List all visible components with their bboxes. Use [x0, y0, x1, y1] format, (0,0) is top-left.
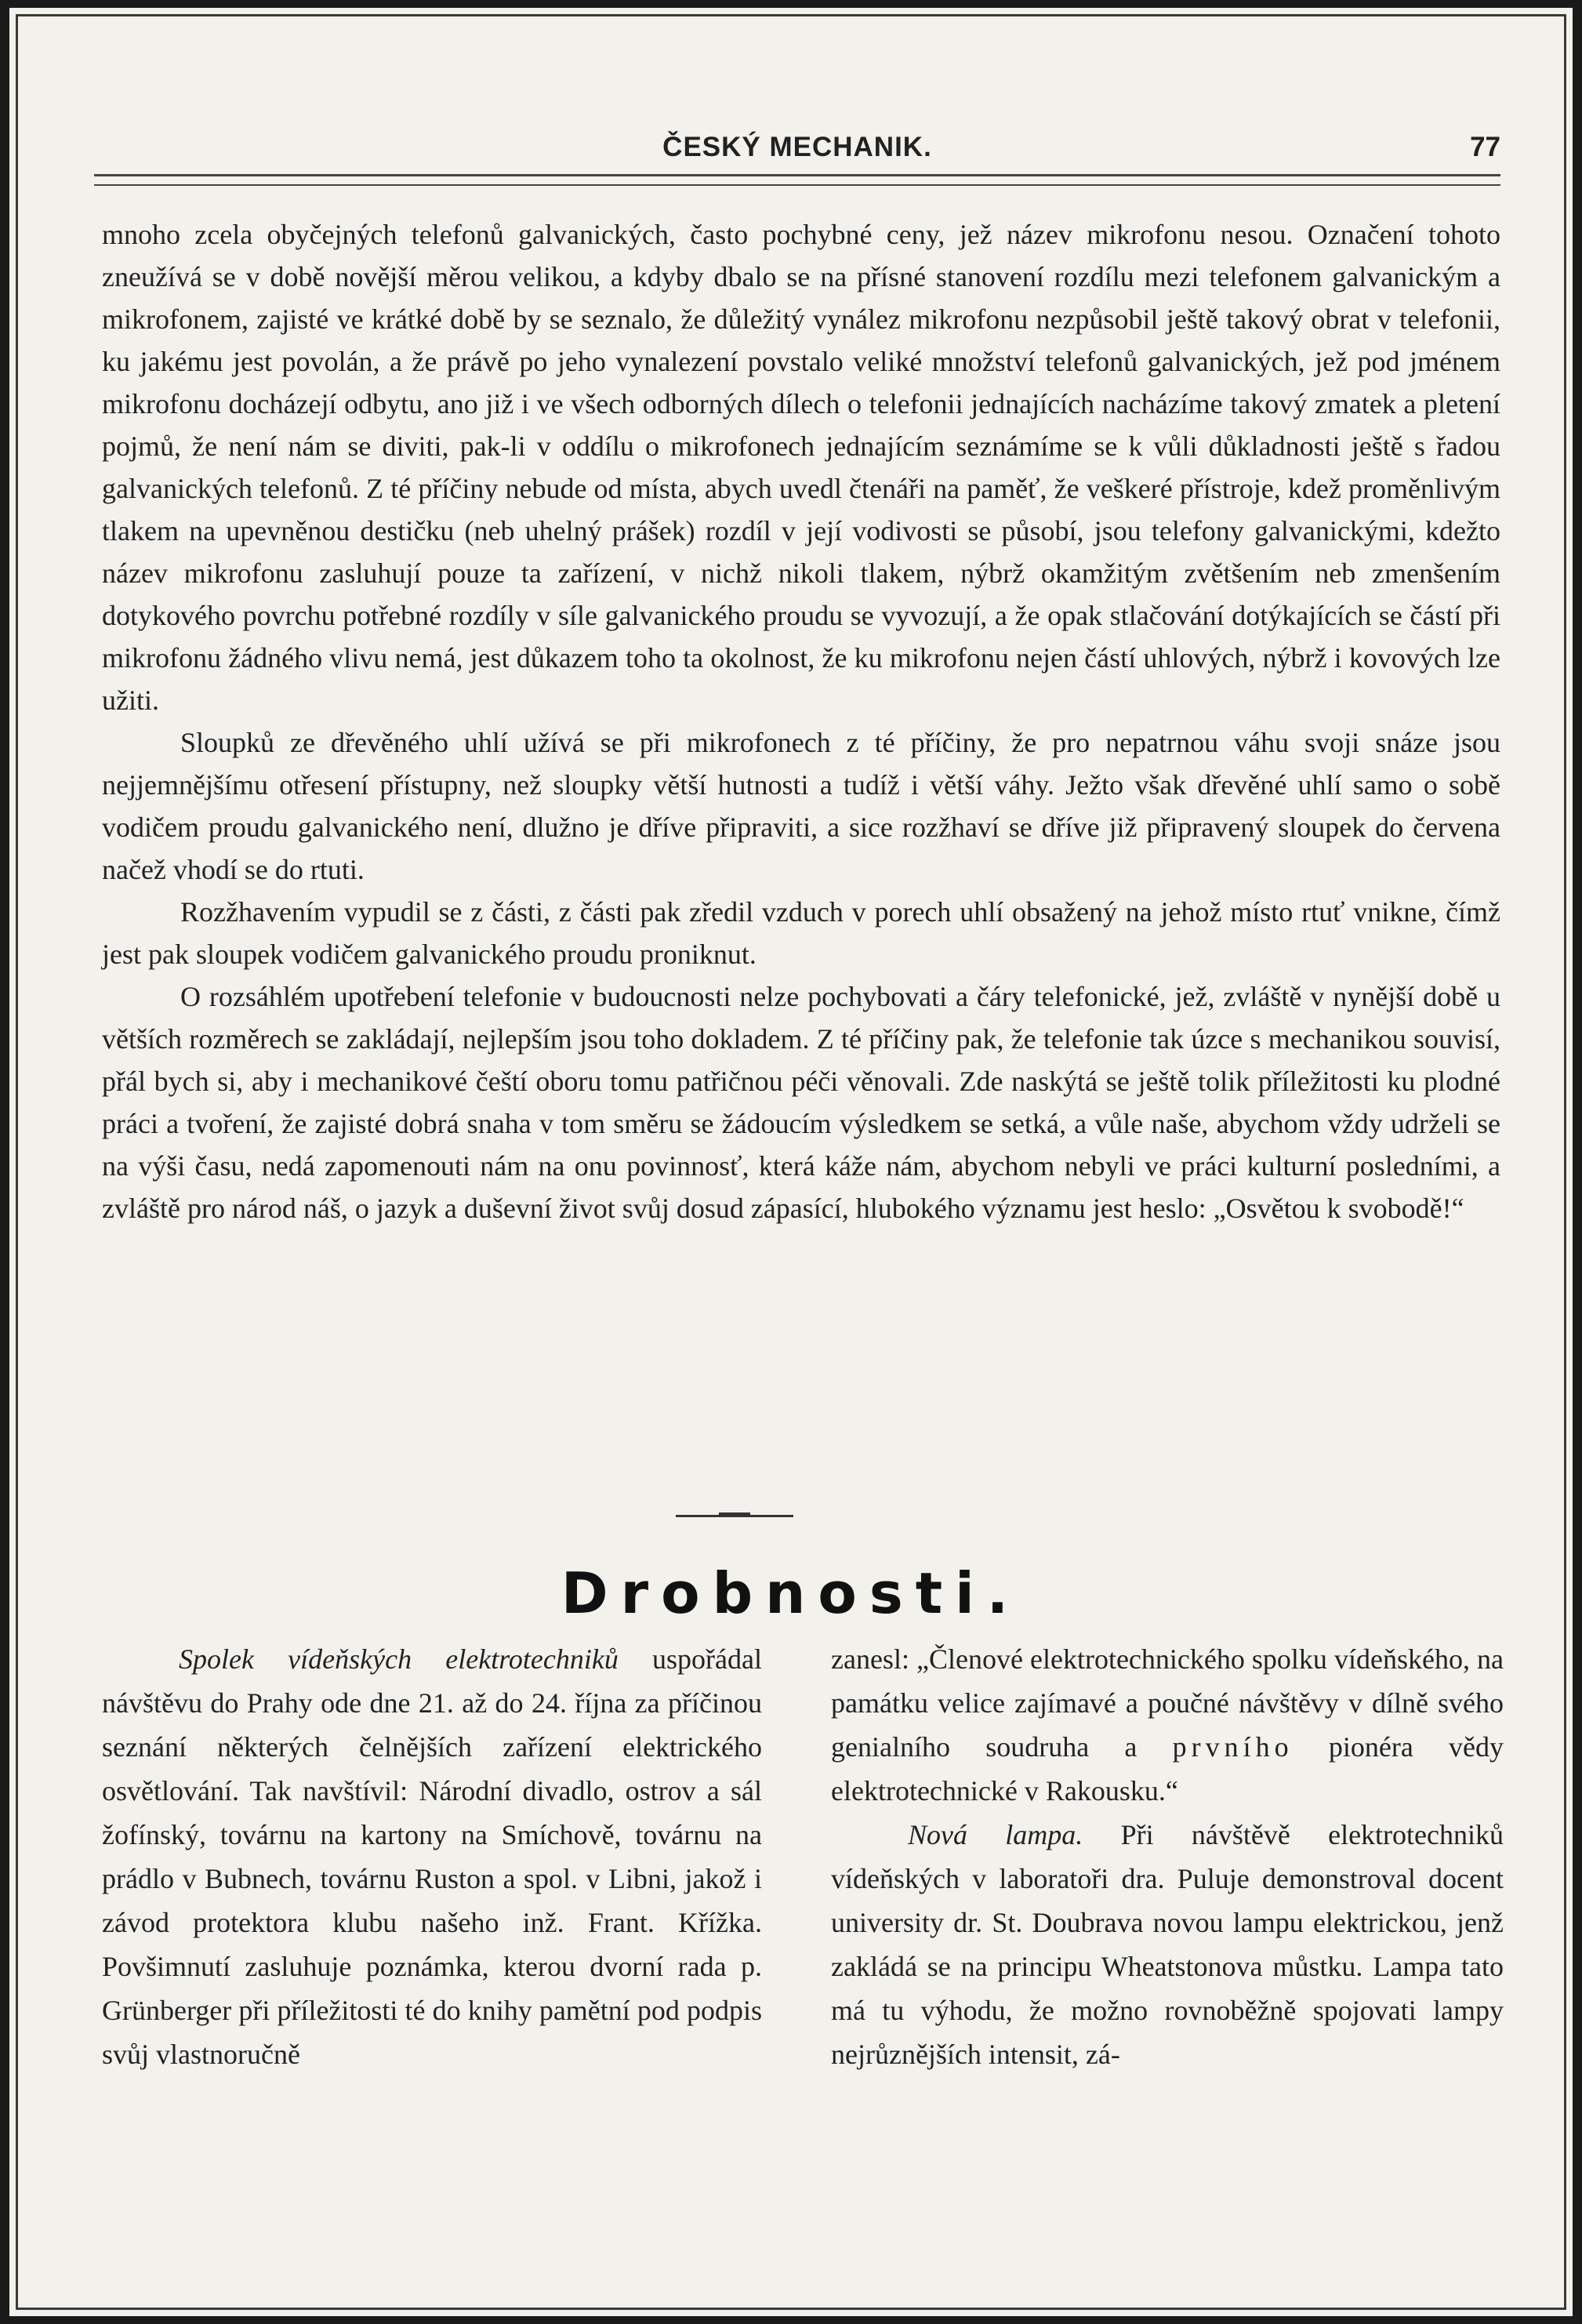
news-item-title: Nová lampa.	[908, 1819, 1083, 1850]
running-title: ČESKÝ MECHANIK.	[662, 132, 932, 162]
header-rule	[94, 174, 1500, 186]
spaced-word: prvního	[1172, 1731, 1294, 1763]
news-item-title: Spolek vídeňských elektrotechniků	[179, 1643, 619, 1675]
section-divider	[676, 1515, 793, 1517]
news-item-text: Při návštěvě elektrotechniků vídeňských v laboratoři dra. Puluje demonstroval docent university dr. St. Doubrava novou lampu elektrickou, jenž zakládá se na principu Wheatstonova můstku. Lampa tato má tu výhodu, že možno rovnoběžně spojovati lampy nejrůznějších intensit, zá-	[831, 1819, 1504, 2070]
news-item-text: pionéra vědy elektrotechnické v Rakousku.“	[831, 1731, 1504, 1807]
section-heading: Drobnosti.	[561, 1560, 1021, 1626]
article-body	[102, 213, 1500, 1229]
news-item-continuation	[831, 1637, 1504, 1813]
right-column	[831, 1637, 1504, 2076]
news-item	[102, 1637, 762, 2076]
page-number: 77	[1470, 132, 1500, 162]
article-paragraph: O rozsáhlém upotřebení telefonie v budoucnosti nelze pochybovati a čáry telefonické, jež, zvláště v nynější době u větších rozměrech se zakládají, nejlepším jsou toho dokladem. Z té příčiny pak, že telefonie tak úzce s mechanikou souvisí, přál bych si, aby i mechanikové čeští oboru tomu patřičnou péči věnovali. Zde naskýtá se ještě tolik příležitosti ku plodné práci a tvoření, že zajisté dobrá snaha v tom směru se žádoucím výsledkem se setká, a vůle naše, abychom vždy udrželi se na výši času, nedá zapomenouti nám na onu povinnosť, která káže nám, abychom nebyli ve práci kulturní posledními, a zvláště pro národ náš, o jazyk a duševní život svůj dosud zápasící, hlubokého významu jest heslo: „Osvětou k svobodě!“	[102, 981, 1500, 1224]
left-column	[102, 1637, 762, 2076]
journal-page	[9, 8, 1573, 2316]
news-item-text: zanesl: „Členové elektrotechnického spolku vídeňského, na památku velice zajímavé a poučné návštěvy v dílně svého genialního soudruha a	[831, 1643, 1504, 1763]
news-item	[831, 1813, 1504, 2076]
article-paragraph: Rozžhavením vypudil se z části, z části pak zředil vzduch v porech uhlí obsažený na jehož místo rtuť vnikne, čímž jest pak sloupek vodičem galvanického proudu proniknut.	[102, 896, 1500, 970]
page-header	[94, 132, 1500, 171]
article-paragraph: mnoho zcela obyčejných telefonů galvanických, často pochybné ceny, jež název mikrofonu nesou. Označení tohoto zneužívá se v době novější měrou velikou, a kdyby dbalo se na přísné stanovení rozdílu mezi telefonem galvanickým a mikrofonem, zajisté ve krátké době by se seznalo, že důležitý vynález mikrofonu nezpůsobil ještě takový obrat v telefonii, ku jakému jest povolán, a že právě po jeho vynalezení povstalo veliké množství telefonů galvanických, jež pod jménem mikrofonu docházejí odbytu, ano již i ve všech odborných dílech o telefonii jednajících nacházíme takový zmatek a pletení pojmů, že není nám se diviti, pak-li v oddílu o mikrofonech jednajícím seznámíme se k vůli důkladnosti ještě s řadou galvanických telefonů. Z té příčiny nebude od místa, abych uvedl čtenáři na paměť, že veškeré přístroje, kdež proměnlivým tlakem na upevněnou destičku (neb uhelný prášek) rozdíl v její vodivosti se působí, jsou telefony galvanickými, kdežto název mikrofonu zasluhují pouze ta zařízení, v nichž nikoli tlakem, nýbrž okamžitým zvětšením neb zmenšením dotykového povrchu potřebné rozdíly v síle galvanického proudu se vyvozují, a že opak stlačování dotýkajících se částí při mikrofonu žádného vlivu nemá, jest důkazem toho ta okolnost, že ku mikrofonu nejen částí uhlových, nýbrž i kovových lze užiti.	[102, 219, 1500, 716]
news-item-text: uspořádal návštěvu do Prahy ode dne 21. až do 24. října za příčinou seznání některých čelnějších zařízení elektrického osvětlování. Tak navštívil: Národní divadlo, ostrov a sál žofínský, továrnu na kartony na Smíchově, továrnu na prádlo v Bubnech, továrnu Ruston a spol. v Libni, jakož i závod protektora klubu našeho inž. Frant. Křížka. Povšimnutí zasluhuje poznámka, kterou dvorní rada p. Grünberger při příležitosti té do knihy pamětní pod podpis svůj vlastnoručně	[102, 1643, 762, 2070]
article-paragraph: Sloupků ze dřevěného uhlí užívá se při mikrofonech z té příčiny, že pro nepatrnou váhu svoji snáze jsou nejjemnějšímu otřesení přístupny, než sloupky větší hutnosti a tudíž i větší váhy. Ježto však dřevěné uhlí samo o sobě vodičem proudu galvanického není, dlužno je dříve připraviti, a sice rozžhaví se dříve již připravený sloupek do červena načež vhodí se do rtuti.	[102, 727, 1500, 885]
